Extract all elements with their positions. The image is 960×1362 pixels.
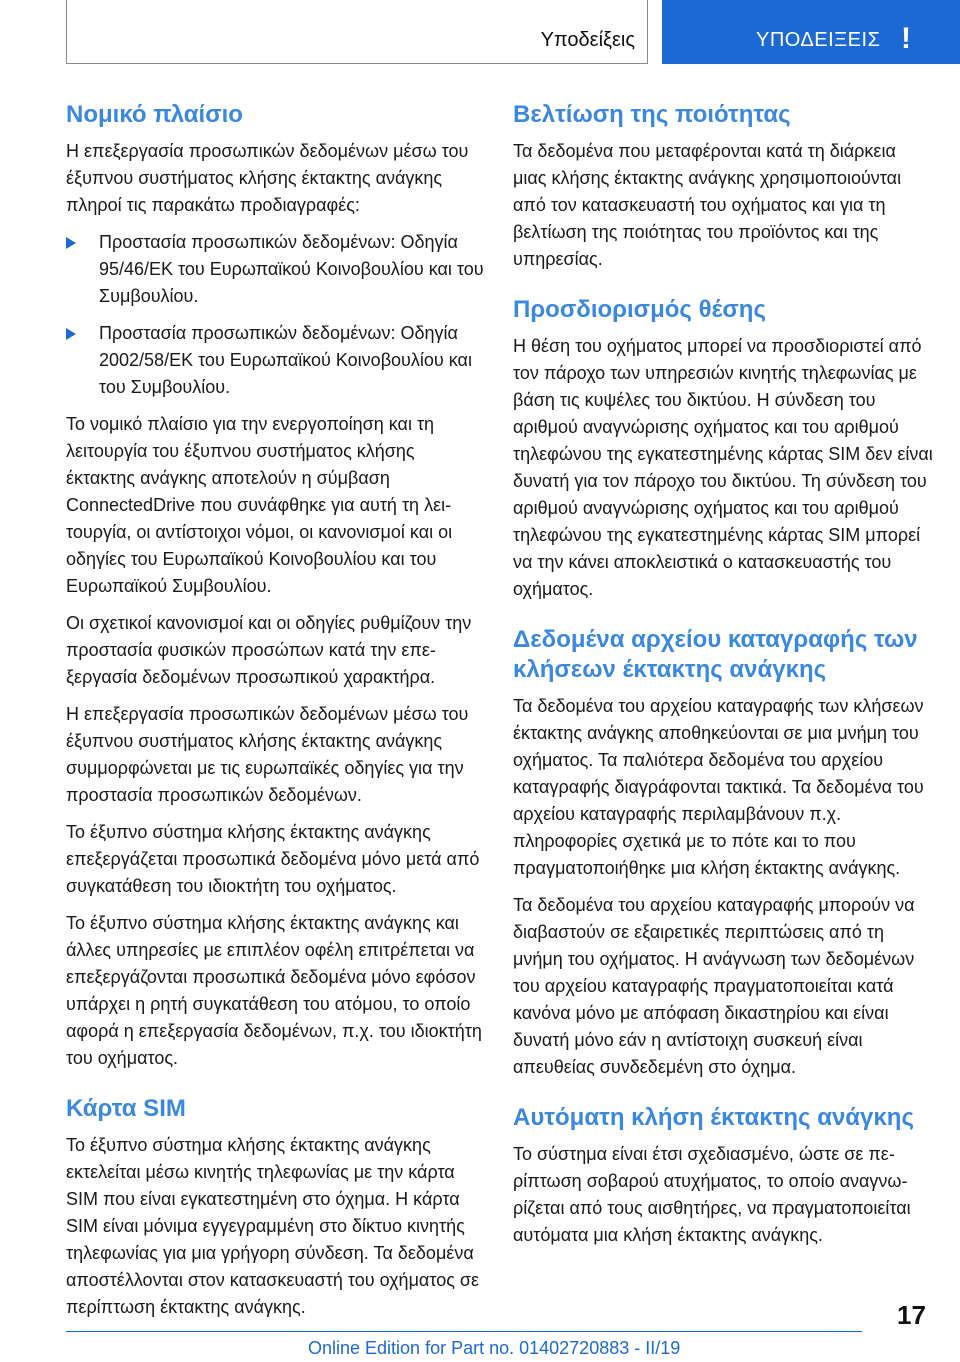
triangle-bullet-icon — [66, 237, 76, 249]
location-heading: Προσδιορισμός θέσης — [513, 296, 766, 323]
log-data-paragraph: Τα δεδομένα του αρχείου καταγραφής μπορούν να διαβαστούν σε εξαιρετικές περιπτώσεις από τη μνήμη του οχήματος. Η ανάγνωση των δεδομένων του αρχείου καταγραφής πραγματοποιείται κατά κανόνα μόνο με απόφαση δικαστηρίου και είναι δυνατή μόνο εάν η αντίστοιχη συσκευή είναι απευθείας συνδεδεμένη στο όχημα. — [513, 895, 915, 1077]
header-section-title: Υποδείξεις — [540, 29, 635, 51]
location-paragraph: Η θέση του οχήματος μπορεί να προσδιοριστεί από τον πάροχο των υπηρεσιών κινητής τηλεφωνίας με βάση τις κυψέλες του δικτύου. Η σύνδεση του αριθμού αναγνώρισης οχήματος και του αριθμού τηλεφώνου της εγκατεστημένης κάρτας SIM δεν είναι δυνατή για τον πάροχο του δικτύου. Τη σύνδεση του αριθμού αναγνώρισης οχήματος και του αριθμού τηλεφώνου της εγκατεστημένης κάρτας SIM μπορεί να την κάνει αποκλειστικά ο κατασκευαστής του οχήματος. — [513, 336, 933, 599]
automatic-call-paragraph: Το σύστημα είναι έτσι σχεδιασμένο, ώστε σε περίπτωση σοβαρού ατυχήματος, το οποίο αναγνωρίζεται από τους αισθητήρες, να πραγματοποιείται αυτόματα μια κλήση έκτακτης ανάγκης. — [513, 1144, 911, 1245]
header-section-box — [66, 0, 648, 64]
header-section-tab — [662, 0, 960, 64]
log-data-paragraph: Τα δεδομένα του αρχείου καταγραφής των κλήσεων έκτακτης ανάγκης αποθηκεύονται σε μια μνήμη του οχήματος. Τα παλιότερα δεδομένα του αρχείου καταγραφής διαγράφονται τακτικά. Τα δεδομένα του αρχείου καταγραφής περιλαμβάνουν π.χ. πληροφορίες σχετικά με το πότε και το που πραγματοποιήθηκε μια κλήση έκτακτης ανάγκης. — [513, 696, 924, 878]
page-number: 17 — [897, 1300, 926, 1330]
legal-paragraph: Οι σχετικοί κανονισμοί και οι οδηγίες ρυθμίζουν την προστασία φυσικών προσώπων κατά την επεξεργασία δεδομένων προσωπικού χαρακτήρα. — [66, 613, 472, 687]
sim-card-paragraph: Το έξυπνο σύστημα κλήσης έκτακτης ανάγκης εκτελείται μέσω κινητής τηλεφωνίας με την κάρτα SIM που είναι εγκατεστημένη στο όχημα. Η κάρτα SIM είναι μόνιμα εγγεγραμμένη στο δίκτυο κινητής τηλεφωνίας για μια γρήγορη σύνδεση. Τα δεδομένα αποστέλλονται στον κατασκευαστή του οχήματος σε περίπτωση έκτακτης ανάγκης. — [66, 1135, 480, 1317]
legal-intro-paragraph: Η επεξεργασία προσωπικών δεδομένων μέσω του έξυπνου συστήματος κλήσης έκτακτης ανάγκης πληροί τις παρακάτω προδιαγραφές: — [66, 141, 469, 215]
right-column — [513, 100, 933, 1259]
quality-paragraph: Τα δεδομένα που μεταφέρονται κατά τη διάρκεια μιας κλήσης έκτακτης ανάγκης χρησιμοποιούνται από τον κατασκευαστή του οχήματος και για τη βελτίωση της ποιότητας του προϊόντος και της υπηρεσίας. — [513, 141, 902, 269]
legal-paragraph: Το νομικό πλαίσιο για την ενεργοποίηση και τη λειτουργία του έξυπνου συστήματος κλήσης έκτακτης ανάγκης αποτελούν η σύμβαση ConnectedDrive που συνάφθηκε για αυτή τη λειτουργία, οι αντίστοιχοι νόμοι, οι κανονισμοί και οι οδηγίες του Ευρωπαϊκού Κοινοβουλίου και του Ευρωπαϊκού Συμβουλίου. — [66, 414, 453, 596]
exclamation-icon: ! — [901, 22, 911, 55]
legal-paragraph: Το έξυπνο σύστημα κλήσης έκτακτης ανάγκης επεξεργάζεται προσωπικά δεδομένα μόνο μετά από συγκατάθεση του ιδιοκτήτη του οχήματος. — [66, 822, 480, 896]
left-column — [66, 100, 486, 1331]
list-item: Προστασία προσωπικών δεδομένων: Οδηγία 2002/58/ΕΚ του Ευρωπαϊκού Κοινοβουλίου και του Συμβουλίου. — [66, 320, 486, 401]
footer-edition-text: Online Edition for Part no. 01402720883 - II/19 — [308, 1338, 681, 1358]
header-section-caps: ΥΠΟΔΕΙΞΕΙΣ — [756, 29, 881, 51]
legal-framework-heading: Νομικό πλαίσιο — [66, 101, 243, 128]
legal-directives-list — [66, 229, 486, 401]
quality-heading: Βελτίωση της ποιότητας — [513, 101, 791, 128]
log-data-heading: Δεδομένα αρχείου καταγραφής των κλήσεων έκτακτης ανάγκης — [513, 626, 918, 683]
legal-paragraph: Το έξυπνο σύστημα κλήσης έκτακτης ανάγκης και άλλες υπηρεσίες με επιπλέον οφέλη επιτρέπεται να επεξεργάζονται προσωπικά δεδομένα μόνο εφόσον υπάρχει η ρητή συγκατάθεση του ατόμου, το οποίο αφορά η επεξεργασία δεδομένων, π.χ. του ιδιοκτήτη του οχήματος. — [66, 913, 482, 1068]
triangle-bullet-icon — [66, 328, 76, 340]
footer-divider — [66, 1331, 862, 1332]
legal-paragraph: Η επεξεργασία προσωπικών δεδομένων μέσω του έξυπνου συστήματος κλήσης έκτακτης ανάγκης συμμορφώνεται με τις ευρωπαϊκές οδηγίες για την προστασία προσωπικών δεδομένων. — [66, 704, 469, 805]
sim-card-heading: Κάρτα SIM — [66, 1095, 186, 1122]
list-item: Προστασία προσωπικών δεδομένων: Οδηγία 95/46/ΕΚ του Ευρωπαϊκού Κοινοβουλίου και του Συμβουλίου. — [66, 229, 486, 310]
automatic-call-heading: Αυτόματη κλήση έκτακτης ανάγκης — [513, 1104, 914, 1131]
